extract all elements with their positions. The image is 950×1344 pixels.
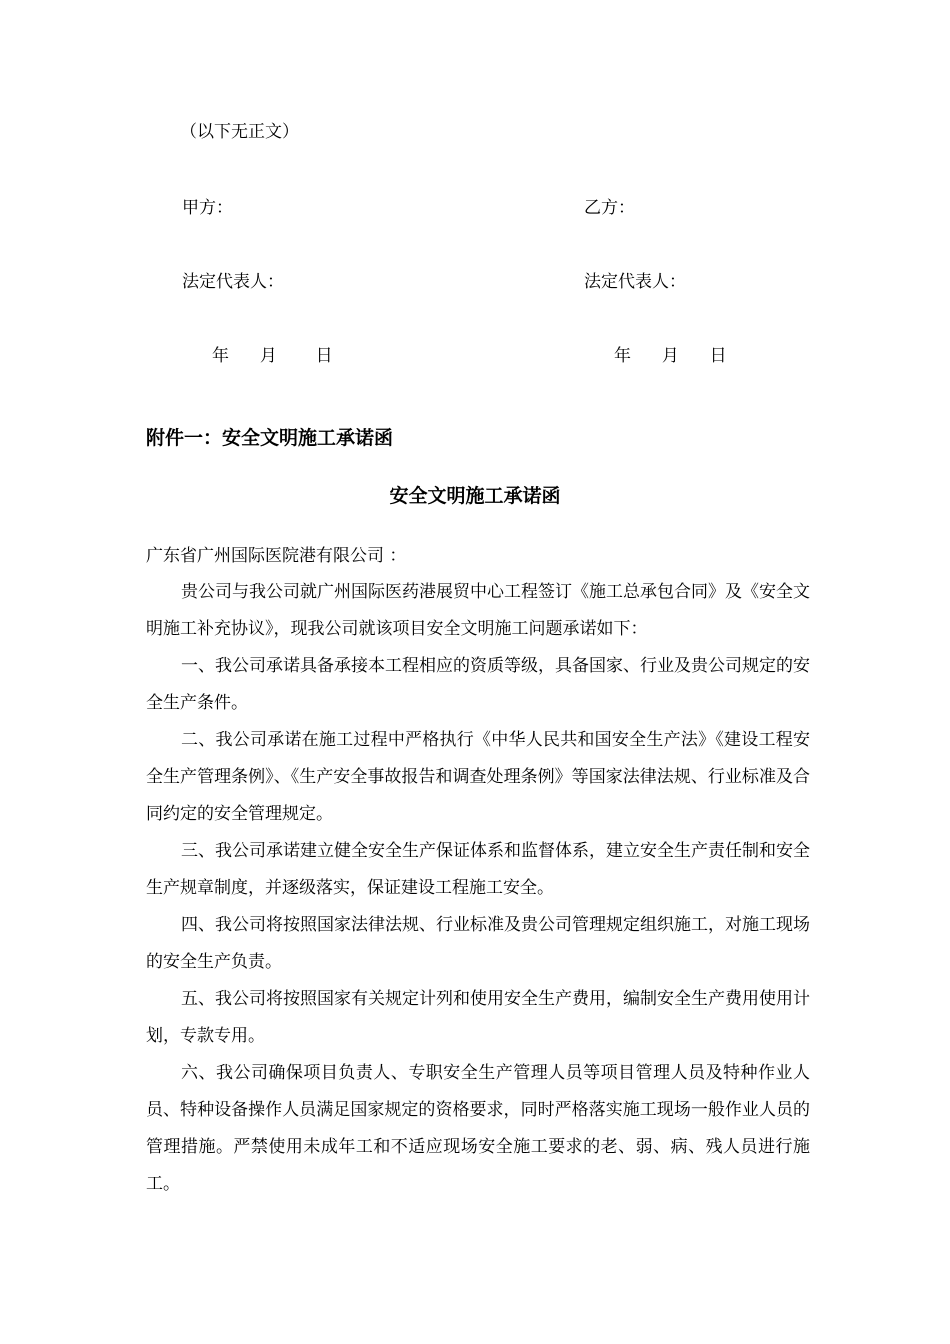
paragraph-6: 六、我公司确保项目负责人、专职安全生产管理人员等项目管理人员及特种作业人员、特种设备操作人员满足国家规定的资格要求，同时严格落实施工现场一般作业人员的管理措施。严禁使用未成年工和不适应现场安全施工要求的老、弱、病、残人员进行施工。 [146, 1063, 810, 1194]
party-a-label: 甲方： [182, 198, 233, 218]
paragraph-2: 二、我公司承诺在施工过程中严格执行《中华人民共和国安全生产法》《建设工程安全生产管理条例》、《生产安全事故报告和调查处理条例》等国家法律法规、行业标准及合同约定的安全管理规定。 [146, 730, 810, 824]
date-a [212, 346, 333, 366]
date-b [614, 346, 727, 366]
attachment-heading: 附件一：安全文明施工承诺函 [146, 427, 394, 449]
letter-body [0, 574, 950, 1203]
paragraph-1: 一、我公司承诺具备承接本工程相应的资质等级，具备国家、行业及贵公司规定的安全生产条件。 [146, 656, 810, 713]
paragraph-4: 四、我公司将按照国家法律法规、行业标准及贵公司管理规定组织施工，对施工现场的安全生产负责。 [146, 915, 810, 972]
paragraph-3: 三、我公司承诺建立健全安全生产保证体系和监督体系，建立安全生产责任制和安全生产规章制度，并逐级落实，保证建设工程施工安全。 [146, 841, 810, 898]
date-day-label: 日 [315, 346, 333, 366]
legal-rep-a-label: 法定代表人： [182, 272, 284, 292]
addressee: 广东省广州国际医院港有限公司 ： [146, 546, 407, 566]
date-year-label: 年 [614, 346, 631, 366]
party-b-label: 乙方： [584, 198, 635, 218]
date-day-label: 日 [709, 346, 727, 366]
letter-title: 安全文明施工承诺函 [389, 485, 561, 507]
date-year-label: 年 [212, 346, 229, 366]
paragraph-intro: 贵公司与我公司就广州国际医药港展贸中心工程签订《施工总承包合同》及《安全文明施工补充协议》，现我公司就该项目安全文明施工问题承诺如下： [146, 582, 810, 639]
legal-rep-b-label: 法定代表人： [584, 272, 686, 292]
date-month-label: 月 [259, 346, 277, 366]
date-month-label: 月 [661, 346, 679, 366]
paragraph-5: 五、我公司将按照国家有关规定计列和使用安全生产费用，编制安全生产费用使用计划，专款专用。 [146, 989, 810, 1046]
no-text-below-note: （以下无正文） [180, 122, 299, 142]
